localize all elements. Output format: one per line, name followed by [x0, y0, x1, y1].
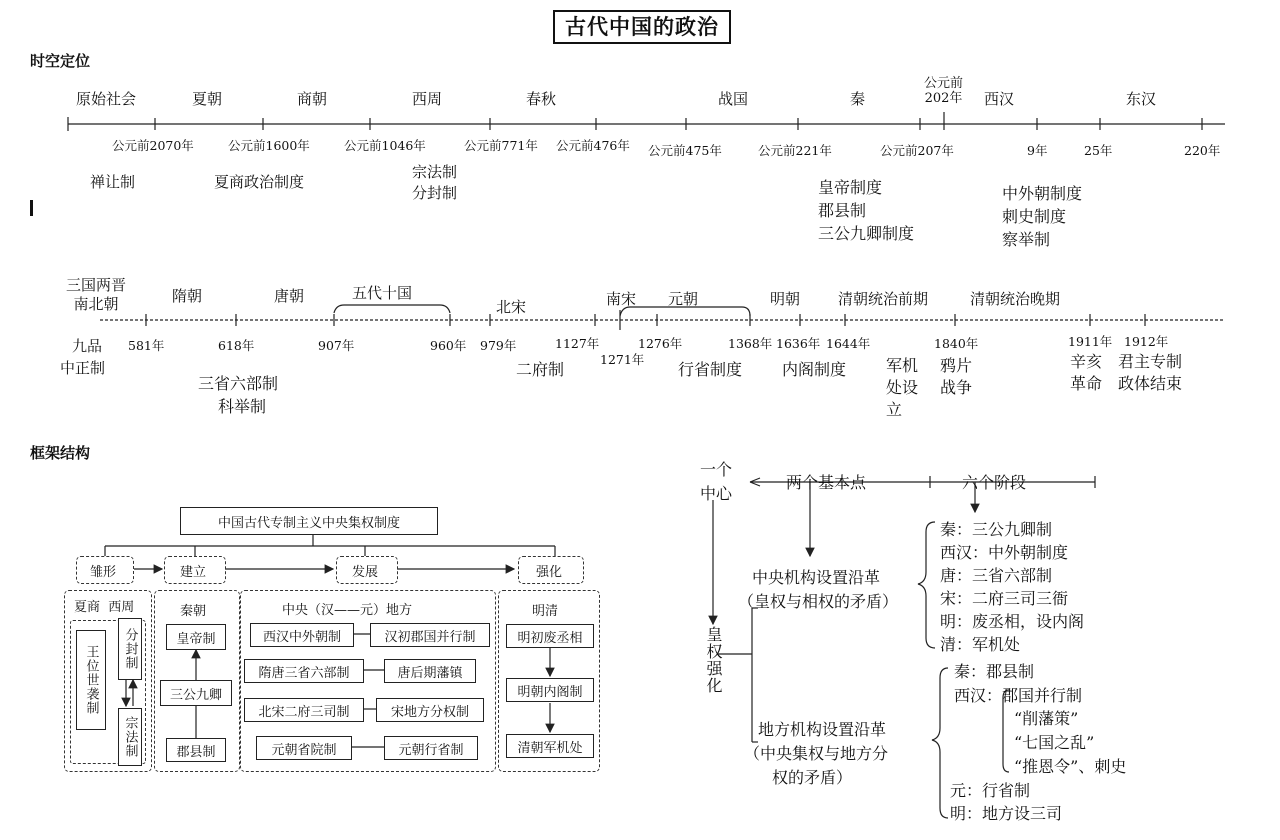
one-center: 一个 中心	[700, 460, 733, 503]
era-label: 战国	[718, 90, 749, 108]
year-label: 960年	[430, 338, 467, 353]
era-label: 原始社会	[76, 90, 137, 108]
section-timeline-heading: 时空定位	[30, 52, 91, 70]
year-label: 1912年	[1124, 334, 1169, 349]
era-label: 南宋	[606, 290, 637, 308]
box-junxian: 郡县制	[166, 738, 226, 762]
year-label: 公元前1600年	[228, 138, 310, 153]
era-label: 元朝	[668, 290, 699, 308]
system-label: 宗法制	[412, 163, 458, 181]
central-subheading: （皇权与相权的矛盾）	[738, 592, 899, 611]
year-label: 1276年	[638, 336, 683, 351]
system-label: 郡县制	[818, 201, 867, 220]
box-zongfa: 宗法制	[118, 708, 142, 766]
panel-header: 明清	[532, 604, 559, 619]
year-label: 公元前475年	[648, 143, 722, 158]
year-label: 公元前207年	[880, 143, 954, 158]
stage-label: 发展	[352, 565, 379, 580]
era-label: 清朝统治前期	[838, 290, 929, 308]
era-label: 西汉	[984, 90, 1015, 108]
central-heading: 中央机构设置沿革	[752, 568, 881, 587]
box-strengthen: 清朝军机处	[506, 734, 594, 758]
local-item: 明：地方设三司	[950, 804, 1063, 823]
imperial-power-label: 皇权强化	[704, 626, 723, 694]
year-label: 1644年	[826, 336, 871, 351]
box-local: 元朝行省制	[384, 736, 478, 760]
era-label: 春秋	[526, 90, 557, 108]
local-item: “削藩策”	[1014, 709, 1079, 728]
framework-root: 中国古代专制主义中央集权制度	[180, 507, 438, 535]
era-label: 五代十国	[352, 284, 413, 302]
year-label: 公元前2070年	[112, 138, 194, 153]
year-label: 581年	[128, 338, 165, 353]
page-title: 古代中国的政治	[553, 10, 731, 44]
system-label: 军机	[886, 356, 919, 375]
two-basic-points: 两个基本点	[786, 473, 867, 492]
era-label: 三国两晋 南北朝	[66, 276, 127, 313]
year-label: 220年	[1184, 143, 1221, 158]
panel-header: 秦朝	[180, 604, 207, 619]
system-label: 行省制度	[678, 360, 743, 379]
system-label: 夏商政治制度	[214, 173, 305, 191]
era-label: 西周	[412, 90, 443, 108]
system-label: 禅让制	[90, 173, 136, 191]
era-label: 夏朝	[192, 90, 223, 108]
system-label: 政体结束	[1118, 374, 1183, 393]
panel-header: 夏商 西周	[74, 600, 135, 615]
era-label: 商朝	[297, 90, 328, 108]
year-label: 618年	[218, 338, 255, 353]
year-label: 1271年	[600, 352, 645, 367]
central-item: 唐：三省六部制	[940, 566, 1053, 585]
year-label: 1127年	[555, 336, 600, 351]
system-label: 三省六部制	[198, 374, 279, 393]
year-label: 1840年	[934, 336, 979, 351]
section-framework-heading: 框架结构	[30, 444, 91, 462]
local-heading: 地方机构设置沿革	[758, 720, 887, 739]
local-subheading: （中央集权与地方分	[744, 744, 889, 763]
system-label: 鸦片	[940, 356, 973, 375]
panel-header: 中央（汉——元）地方	[282, 603, 413, 618]
central-item: 明：废丞相，设内阁	[940, 612, 1085, 631]
stage-label: 雏形	[90, 565, 117, 580]
local-item: “七国之乱”	[1014, 733, 1095, 752]
year-label: 公元前476年	[556, 138, 630, 153]
year-label: 979年	[480, 338, 517, 353]
central-item: 清：军机处	[940, 635, 1021, 654]
system-label: 战争	[940, 378, 973, 397]
system-label: 察举制	[1002, 230, 1051, 249]
box-local: 汉初郡国并行制	[370, 623, 490, 647]
box-emperor: 皇帝制	[166, 624, 226, 650]
box-strengthen: 明朝内阁制	[506, 678, 594, 702]
six-stages: 六个阶段	[962, 473, 1027, 492]
system-label: 中外朝制度	[1002, 184, 1083, 203]
system-label: 刺史制度	[1002, 207, 1067, 226]
box-central: 西汉中外朝制	[250, 623, 354, 647]
era-label: 秦	[850, 90, 866, 108]
system-label: 革命	[1070, 374, 1103, 393]
local-item: 西汉：郡国并行制	[954, 686, 1083, 705]
year-202bc: 公元前 202年	[924, 76, 964, 106]
era-label: 北宋	[496, 298, 527, 316]
system-label: 皇帝制度	[818, 178, 883, 197]
local-subheading: 权的矛盾）	[772, 768, 853, 787]
era-label: 清朝统治晚期	[970, 290, 1061, 308]
year-label: 9年	[1027, 143, 1048, 158]
box-central: 元朝省院制	[256, 736, 352, 760]
year-label: 1368年	[728, 336, 773, 351]
system-label: 三公九卿制度	[818, 224, 915, 243]
stage-label: 建立	[180, 565, 207, 580]
system-label: 中正制	[60, 359, 106, 377]
system-label: 处设	[886, 378, 919, 397]
system-label: 内阁制度	[782, 360, 847, 379]
box-central: 北宋二府三司制	[244, 698, 364, 722]
system-label: 二府制	[516, 360, 565, 379]
local-item: “推恩令”、刺史	[1014, 757, 1127, 776]
year-label: 公元前771年	[464, 138, 538, 153]
year-label: 1636年	[776, 336, 821, 351]
central-item: 秦：三公九卿制	[940, 520, 1053, 539]
system-label: 九品	[72, 337, 103, 355]
central-item: 宋：二府三司三衙	[940, 589, 1069, 608]
era-label: 明朝	[770, 290, 801, 308]
era-label: 东汉	[1126, 90, 1157, 108]
era-label: 隋朝	[172, 287, 203, 305]
system-label: 科举制	[218, 397, 267, 416]
stage-label: 强化	[536, 565, 563, 580]
box-wangwei: 王位世袭制	[76, 630, 106, 730]
system-label: 辛亥	[1070, 352, 1103, 371]
box-central: 隋唐三省六部制	[244, 659, 364, 683]
year-label: 公元前221年	[758, 143, 832, 158]
system-label: 分封制	[412, 184, 458, 202]
system-label: 君主专制	[1118, 352, 1183, 371]
box-local: 宋地方分权制	[376, 698, 484, 722]
box-fenfeng: 分封制	[118, 618, 142, 680]
year-label: 公元前1046年	[344, 138, 426, 153]
system-label: 立	[886, 400, 903, 419]
year-label: 907年	[318, 338, 355, 353]
local-item: 元：行省制	[950, 781, 1031, 800]
box-local: 唐后期藩镇	[384, 659, 476, 683]
local-item: 秦：郡县制	[954, 662, 1035, 681]
year-label: 1911年	[1068, 334, 1113, 349]
box-strengthen: 明初废丞相	[506, 624, 594, 648]
year-label: 25年	[1084, 143, 1113, 158]
era-label: 唐朝	[274, 287, 305, 305]
box-sangong: 三公九卿	[160, 680, 232, 706]
central-item: 西汉：中外朝制度	[940, 543, 1069, 562]
